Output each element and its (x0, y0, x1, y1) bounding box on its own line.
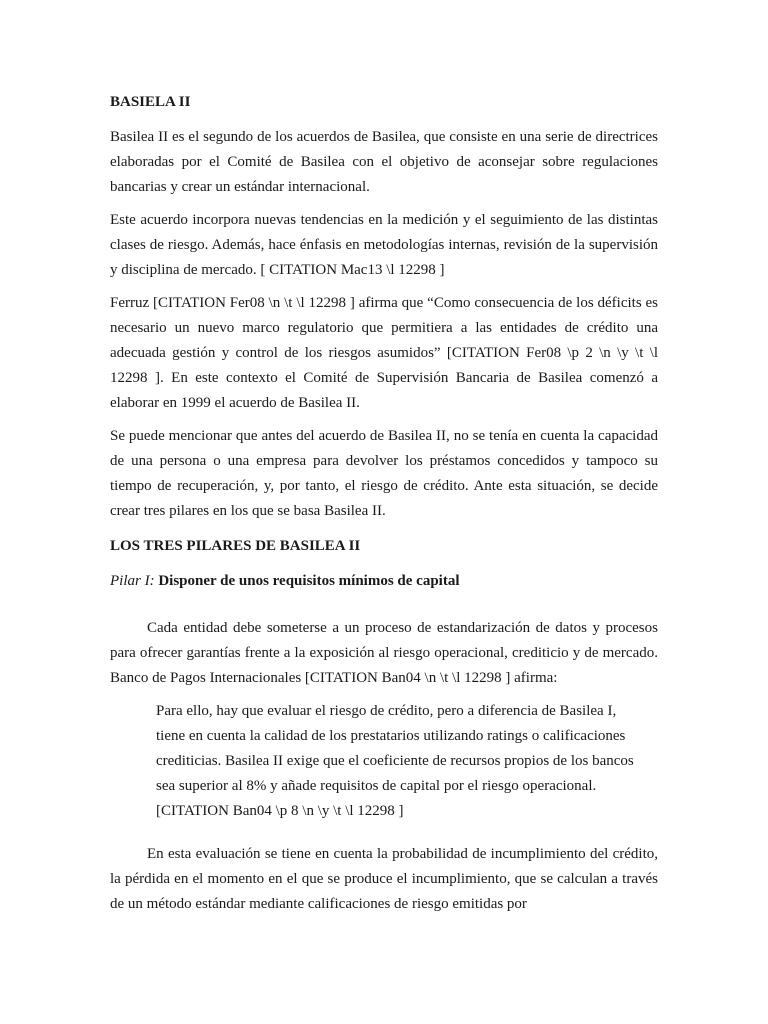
pillar-1-description: Disponer de unos requisitos mínimos de capital (158, 573, 460, 589)
block-quote (156, 699, 658, 824)
quote-line: Para ello, hay que evaluar el riesgo de crédito, pero a diferencia de Basilea I, (156, 703, 617, 719)
quote-line: crediticias. Basilea II exige que el coeficiente de recursos propios de los bancos (156, 753, 634, 769)
quote-line: [CITATION Ban04 \p 8 \n \y \t \l 12298 ] (156, 803, 404, 819)
quote-line: sea superior al 8% y añade requisitos de capital por el riesgo operacional. (156, 778, 597, 794)
document-page (110, 90, 658, 925)
section-heading-pillars: LOS TRES PILARES DE BASILEA II (110, 538, 361, 554)
paragraph-ferruz: Ferruz [CITATION Fer08 \n \t \l 12298 ] afirma que “Como consecuencia de los déficits es necesario un nuevo marco regulatorio que permitiera a las entidades de crédito una adecuada gestión y control de los riesgos asumidos” [CITATION Fer08 \p 2 \n \y \t \l 12298 ]. En este contexto el Comité de Supervisión Bancaria de Basilea comenzó a elaborar en 1999 el acuerdo de Basilea II. (110, 295, 658, 411)
pillar-1-heading (110, 569, 658, 594)
paragraph-evaluation: En esta evaluación se tiene en cuenta la probabilidad de incumplimiento del crédito, la pérdida en el momento en el que se produce el incumplimiento, que se calculan a través de un método estándar mediante calificaciones de riesgo emitidas por (110, 846, 658, 912)
quote-line: tiene en cuenta la calidad de los prestatarios utilizando ratings o calificaciones (156, 728, 626, 744)
paragraph-intro: Basilea II es el segundo de los acuerdos de Basilea, que consiste en una serie de directrices elaboradas por el Comité de Basilea con el objetivo de aconsejar sobre regulaciones bancarias y crear un estándar internacional. (110, 129, 658, 195)
paragraph-before-agreement: Se puede mencionar que antes del acuerdo de Basilea II, no se tenía en cuenta la capacidad de una persona o una empresa para devolver los préstamos concedidos y tampoco su tiempo de recuperación, y, por tanto, el riesgo de crédito. Ante esta situación, se decide crear tres pilares en los que se basa Basilea II. (110, 428, 658, 519)
paragraph-standardization: Cada entidad debe someterse a un proceso de estandarización de datos y procesos para ofrecer garantías frente a la exposición al riesgo operacional, crediticio y de mercado. Banco de Pagos Internacionales [CITATION Ban04 \n \t \l 12298 ] afirma: (110, 620, 658, 686)
pillar-1-label: Pilar I: (110, 573, 155, 589)
paragraph-tendencies: Este acuerdo incorpora nuevas tendencias en la medición y el seguimiento de las distintas clases de riesgo. Además, hace énfasis en metodologías internas, revisión de la supervisión y disciplina de mercado. [ CITATION Mac13 \l 12298 ] (110, 212, 658, 278)
document-title: BASIELA II (110, 94, 191, 110)
